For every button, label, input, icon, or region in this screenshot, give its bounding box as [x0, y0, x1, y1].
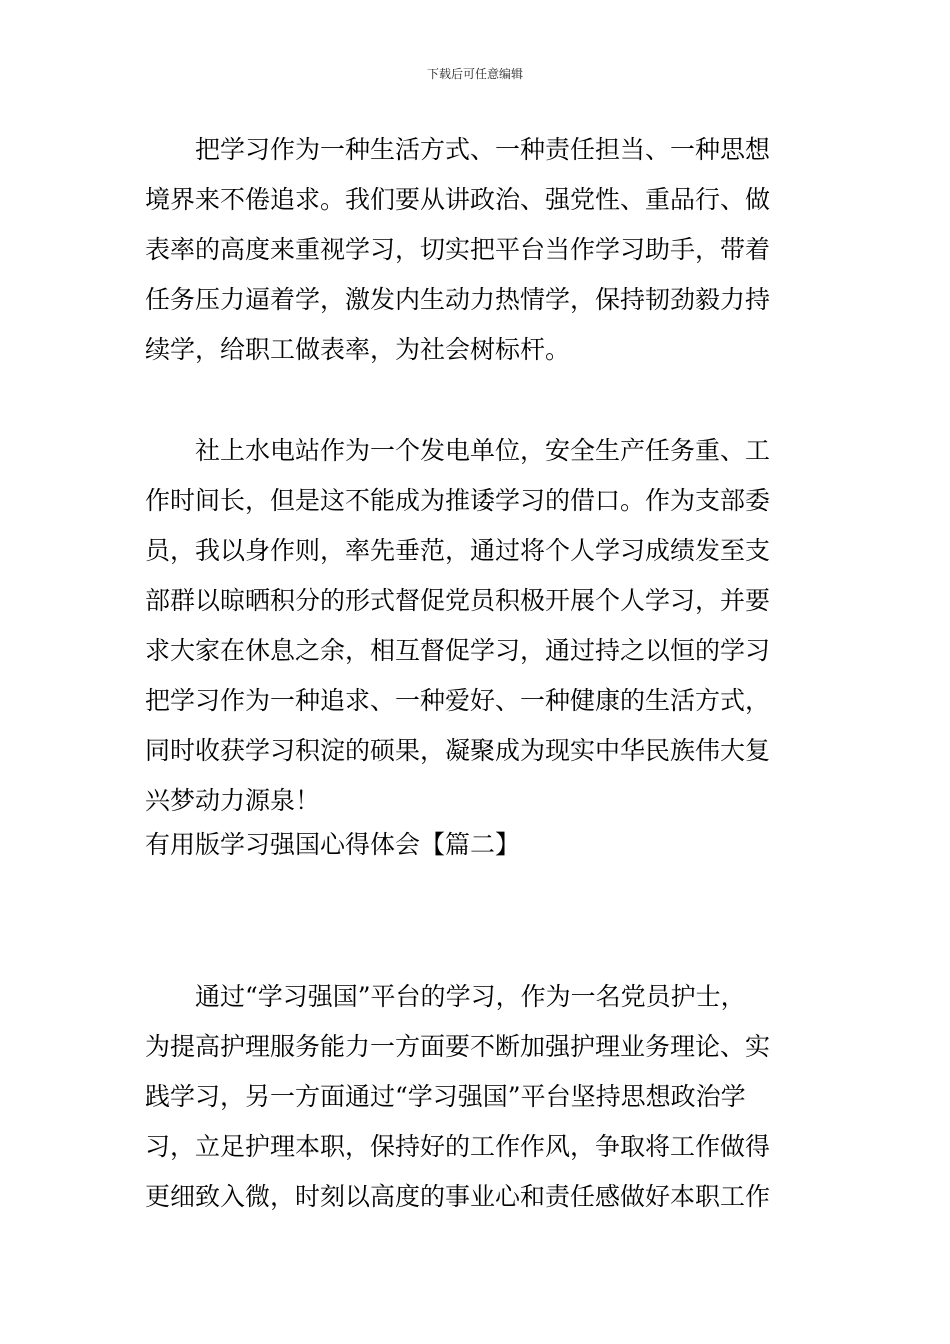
paragraph-line: 习，立足护理本职，保持好的工作作风，争取将工作做得	[145, 1132, 771, 1161]
paragraph-3	[145, 972, 807, 1222]
paragraph-line: 通过“学习强国”平台的学习，作为一名党员护士，	[145, 982, 746, 1011]
paragraph-line: 更细致入微，时刻以高度的事业心和责任感做好本职工作	[145, 1182, 771, 1211]
paragraph-line: 把学习作为一种追求、一种爱好、一种健康的生活方式，	[145, 686, 771, 715]
paragraph-line: 同时收获学习积淀的硕果，凝聚成为现实中华民族伟大复	[145, 736, 771, 765]
paragraph-line: 任务压力逼着学，激发内生动力热情学，保持韧劲毅力持	[145, 285, 771, 314]
paragraph-line: 员，我以身作则，率先垂范，通过将个人学习成绩发至支	[145, 536, 771, 565]
paragraph-1	[145, 125, 807, 375]
page-header: 下载后可任意编辑	[426, 67, 523, 81]
paragraph-2	[145, 426, 807, 826]
paragraph-line: 社上水电站作为一个发电单位，安全生产任务重、工	[145, 436, 771, 465]
paragraph-line: 续学，给职工做表率，为社会树标杆。	[145, 335, 571, 364]
paragraph-line: 为提高护理服务能力一方面要不断加强护理业务理论、实	[145, 1032, 771, 1061]
paragraph-line: 作时间长，但是这不能成为推诿学习的借口。作为支部委	[145, 486, 771, 515]
paragraph-line: 把学习作为一种生活方式、一种责任担当、一种思想	[145, 135, 771, 164]
paragraph-line: 求大家在休息之余，相互督促学习，通过持之以恒的学习	[145, 636, 771, 665]
section-title: 有用版学习强国心得体会【篇二】	[145, 830, 521, 859]
paragraph-line: 兴梦动力源泉！	[145, 786, 321, 815]
paragraph-line: 部群以晾晒积分的形式督促党员积极开展个人学习，并要	[145, 586, 771, 615]
paragraph-line: 表率的高度来重视学习，切实把平台当作学习助手，带着	[145, 235, 771, 264]
paragraph-line: 境界来不倦追求。我们要从讲政治、强党性、重品行、做	[145, 185, 771, 214]
paragraph-line: 践学习，另一方面通过“学习强国”平台坚持思想政治学	[145, 1082, 746, 1111]
